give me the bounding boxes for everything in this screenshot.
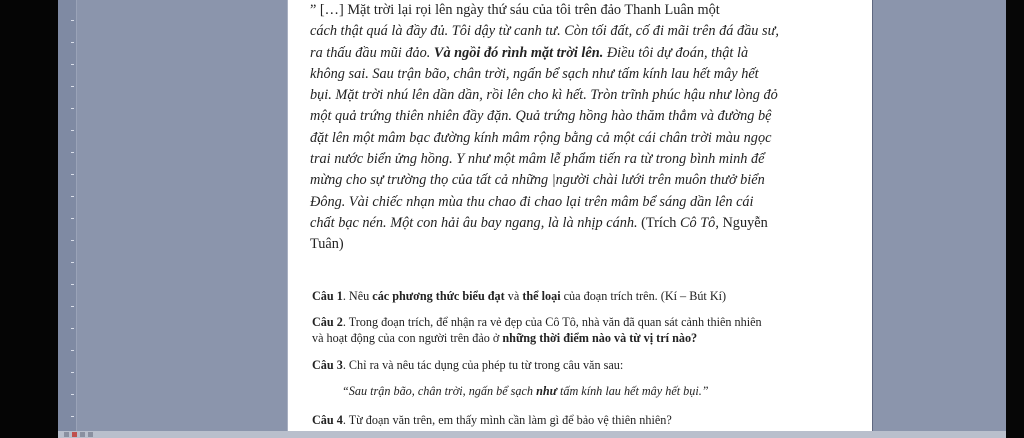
ruler-tick [71,108,74,109]
excerpt-line: mừng cho sự trường thọ của tất cả những |người chài lưới trên muôn thưở biển [310,172,765,189]
ruler-tick [71,64,74,65]
record-icon[interactable] [72,432,77,437]
excerpt-citation-author: Tuân) [310,236,344,253]
question-3 [312,358,862,374]
excerpt-line: một quả trứng thiên nhiên đầy đặn. Quả trứng hồng hào thăm thẳm và đường bệ [310,108,772,125]
excerpt-citation-title: Cô Tô [679,214,716,231]
excerpt-line: Đông. Vài chiếc nhạn mùa thu chao đi chao lại trên mâm bể sáng dần lên cái [310,193,754,210]
question-text: . Chỉ ra và nêu tác dụng của phép tu từ trong câu văn sau: [342,358,624,372]
question-text: và [504,289,523,303]
ruler-tick [71,350,74,351]
question-emphasis: những thời điểm nào và từ vị trí nào? [502,330,698,345]
excerpt-line: bụi. Mặt trời nhú lên dần dần, rồi lên cho kì hết. Tròn trĩnh phúc hậu như lòng đỏ [310,87,778,104]
question-2 [312,315,862,346]
vertical-ruler[interactable] [58,0,77,438]
ruler-tick [71,20,74,21]
quote-emphasis: như [536,384,557,398]
ruler-tick [71,416,74,417]
question-3-quote [342,384,892,400]
ruler-tick [71,174,74,175]
question-text: . Nêu [342,289,373,303]
question-text: của đoạn trích trên. (Kí – Bút Kí) [560,289,727,303]
excerpt-line: đặt lên một mâm bạc đường kính mâm rộng bằng cả một cái chân trời màu ngọc [310,129,772,146]
ruler-tick [71,262,74,263]
view-icon[interactable] [64,432,69,437]
question-text: . Từ đoạn văn trên, em thấy mình cần làm gì để bảo vệ thiên nhiên? [342,413,672,427]
question-label: Câu 2 [312,315,343,329]
excerpt-line: trai nước biển ửng hồng. Y như một mâm lễ phẩm tiến ra từ trong bình minh để [310,151,765,168]
quote-text: tấm kính lau hết mây hết bụi.” [556,384,709,398]
ruler-tick [71,394,74,395]
quote-text: “Sau trận bão, chân trời, ngấn bể sạch [342,384,537,398]
excerpt-line: cách thật quá là đầy đủ. Tôi dậy từ canh tư. Còn tối đất, cố đi mãi trên đá đầu sư, [310,23,779,40]
excerpt-paragraph [310,0,862,256]
excerpt-citation: (Trích [637,214,680,231]
question-text: . Trong đoạn trích, để nhận ra vẻ đẹp của Cô Tô, nhà văn đã quan sát cảnh thiên nhiên [342,315,762,329]
view-icon[interactable] [88,432,93,437]
question-1 [312,289,862,305]
question-emphasis: các phương thức biểu đạt [372,289,505,303]
ruler-tick [71,284,74,285]
screen-bezel-right [1006,0,1024,438]
excerpt-line: không sai. Sau trận bão, chân trời, ngấn bể sạch như tấm kính lau hết mây hết [310,65,759,82]
ruler-tick [71,152,74,153]
question-label: Câu 4 [312,413,343,427]
view-icon[interactable] [80,432,85,437]
question-4 [312,413,862,429]
question-text: và hoạt động của con người trên đảo ở [312,330,503,345]
excerpt-citation-author: , Nguyễn [715,214,768,231]
document-page[interactable] [288,0,872,438]
question-emphasis: thể loại [522,289,561,303]
ruler-tick [71,130,74,131]
ruler-tick [71,196,74,197]
question-label: Câu 1 [312,289,343,303]
ruler-tick [71,42,74,43]
status-bar[interactable] [58,431,1006,438]
excerpt-line: chất bạc nén. Một con hải âu bay ngang, là là nhịp cánh. [310,214,638,231]
screen-bezel-left [0,0,58,438]
ruler-tick [71,240,74,241]
question-label: Câu 3 [312,358,343,372]
ruler-tick [71,306,74,307]
ruler-tick [71,372,74,373]
ruler-tick [71,86,74,87]
excerpt-line: ra thấu đầu mũi đảo. [310,44,434,61]
excerpt-line: ” […] Mặt trời lại rọi lên ngày thứ sáu của tôi trên đảo Thanh Luân một [310,2,720,18]
excerpt-line: Điều tôi dự đoán, thật là [603,44,749,61]
excerpt-bold-phrase: Và ngồi đó rình mặt trời lên. [433,44,604,61]
ruler-tick [71,328,74,329]
ruler-tick [71,218,74,219]
